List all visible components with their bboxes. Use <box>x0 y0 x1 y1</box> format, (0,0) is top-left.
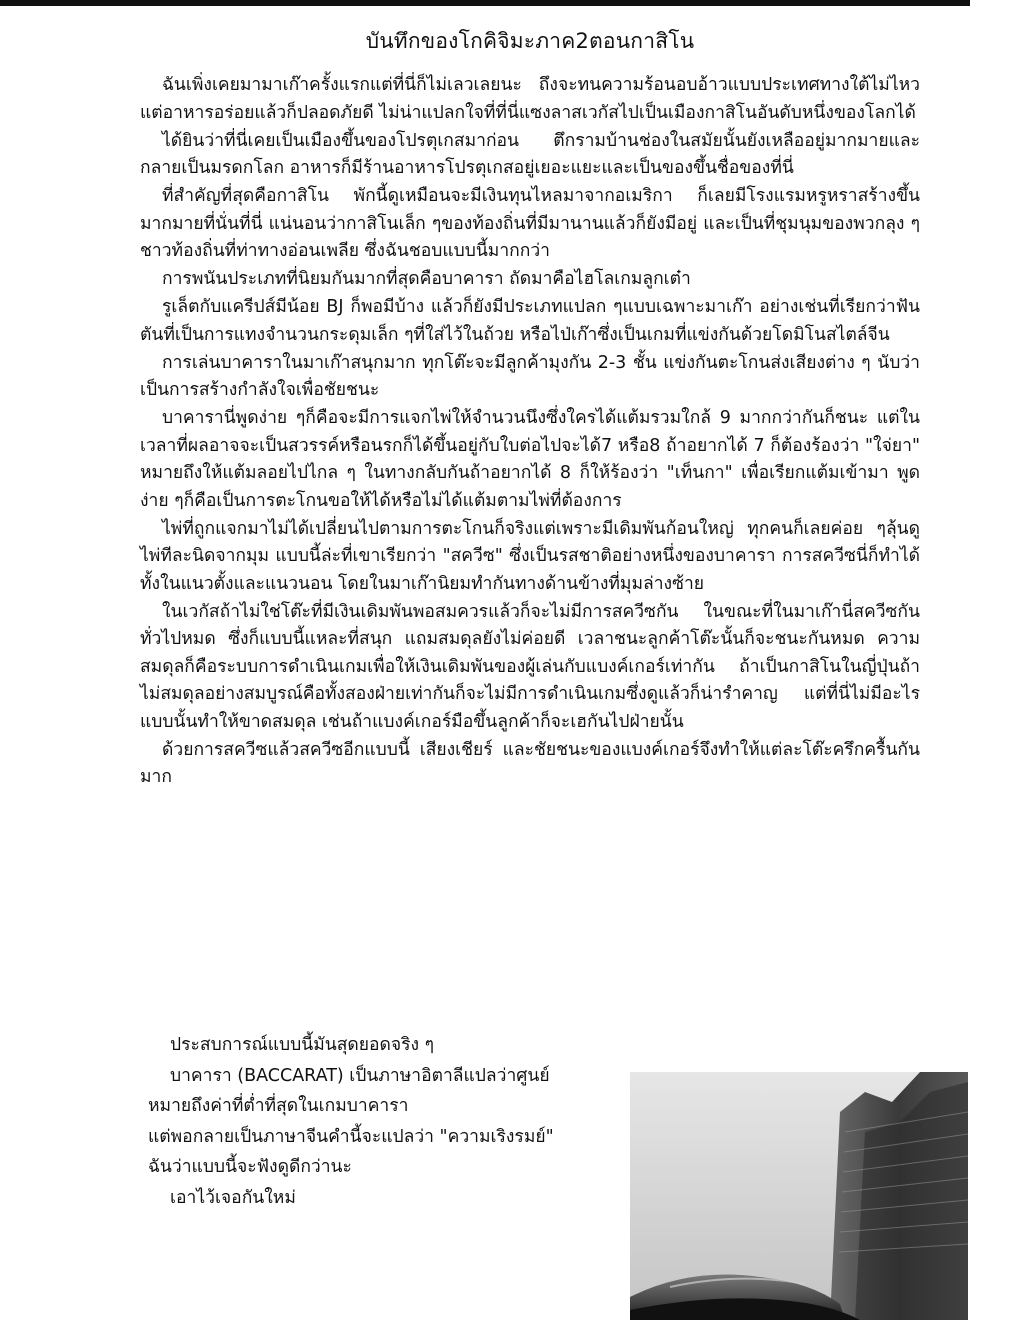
paragraph: ที่สำคัญที่สุดคือกาสิโน พักนี้ดูเหมือนจะมีเงินทุนไหลมาจากอเมริกา ก็เลยมีโรงแรมหรูหราสร้างขึ้นมากมายที่นั่นที่นี่ แน่นอนว่ากาสิโนเล็ก ๆของท้องถิ่นที่มีมานานแล้วก็ยังมีอยู่ และเป็นที่ชุมนุมของพวกลุง ๆชาวท้องถิ่นที่ท่าทางอ่อนเพลีย ซึ่งฉันชอบแบบนี้มากกว่า <box>140 186 920 261</box>
paragraph: บาคารานี่พูดง่าย ๆก็คือจะมีการแจกไพ่ให้จำนวนนึงซึ่งใครได้แต้มรวมใกล้ 9 มากกว่ากันก็ชนะ แต่ในเวลาที่ผลอาจจะเป็นสวรรค์หรือนรกก็ได้ขึ้นอยู่กับใบต่อไปจะได้7 หรือ8 ถ้าอยากได้ 7 ก็ต้องร้องว่า "ใจ่ยา" หมายถึงให้แต้มลอยไปไกล ๆ ในทางกลับกันถ้าอยากได้ 8 ก็ให้ร้องว่า "เท็นกา" เพื่อเรียกแต้มเข้ามา พูดง่าย ๆก็คือเป็นการตะโกนขอให้ได้หรือไม่ได้แต้มตามไพ่ที่ต้องการ <box>140 408 920 511</box>
page-title: บันทึกของโกคิจิมะภาค2ตอนกาสิโน <box>365 29 695 53</box>
closing-line: หมายถึงค่าที่ต่ำที่สุดในเกมบาคารา <box>148 1096 409 1116</box>
paragraph: การเล่นบาคาราในมาเก๊าสนุกมาก ทุกโต๊ะจะมีลูกค้ามุงกัน 2-3 ชั้น แข่งกันตะโกนส่งเสียงต่าง ๆ นับว่าเป็นการสร้างกำลังใจเพื่อชัยชนะ <box>140 352 920 400</box>
closing-section <box>148 1032 610 1215</box>
casino-photo-image <box>630 1072 968 1320</box>
page-margin <box>970 0 1020 1320</box>
closing-line: ฉันว่าแบบนี้จะฟังดูดีกว่านะ <box>148 1157 352 1177</box>
paragraph: การพนันประเภทที่นิยมกันมากที่สุดคือบาคารา ถัดมาคือไฮโลเกมลูกเต๋า <box>162 269 691 289</box>
closing-line: ประสบการณ์แบบนี้มันสุดยอดจริง ๆ <box>170 1035 435 1055</box>
paragraph: ด้วยการสควีซแล้วสควีซอีกแบบนี้ เสียงเชียร์ และชัยชนะของแบงค์เกอร์จึงทำให้แต่ละโต๊ะครึกครื้นกันมาก <box>140 739 920 787</box>
paragraph: รูเล็ตกับแครีปส์มีน้อย BJ ก็พอมีบ้าง แล้วก็ยังมีประเภทแปลก ๆแบบเฉพาะมาเก๊า อย่างเช่นที่เรียกว่าฟันตันที่เป็นการแทงจำนวนกระดุมเล็ก ๆที่ใส่ไว้ในถ้วย หรือไป่เก๊าซึ่งเป็นเกมที่แข่งกันด้วยโดมิโนสไตล์จีน <box>140 297 920 345</box>
article-body <box>140 72 920 792</box>
paragraph: ในเวกัสถ้าไม่ใช่โต๊ะที่มีเงินเดิมพันพอสมควรแล้วก็จะไม่มีการสควีซกัน ในขณะที่ในมาเก๊านี่สควีซกันทั่วไปหมด ซึ่งก็แบบนี้แหละที่สนุก แถมสมดุลยังไม่ค่อยดี เวลาชนะลูกค้าโต๊ะนั้นก็จะชนะกันหมด ความสมดุลก็คือระบบการดำเนินเกมเพื่อให้เงินเดิมพันของผู้เล่นกับแบงค์เกอร์เท่ากัน ถ้าเป็นกาสิโนในญี่ปุ่นถ้าไม่สมดุลอย่างสมบูรณ์คือทั้งสองฝ่ายเท่ากันก็จะไม่มีการดำเนินเกมซึ่งดูแล้วก็น่ารำคาญ แต่ที่นี่ไม่มีอะไรแบบนั้นทำให้ขาดสมดุล เช่นถ้าแบงค์เกอร์มือขึ้นลูกค้าก็จะเฮกันไปฝ่ายนั้น <box>140 601 920 732</box>
top-rule <box>0 0 970 6</box>
casino-photo <box>630 1072 968 1320</box>
closing-line: แต่พอกลายเป็นภาษาจีนคำนี้จะแปลว่า "ความเริงรมย์" <box>148 1126 554 1147</box>
paragraph: ฉันเพิ่งเคยมามาเก๊าครั้งแรกแต่ที่นี่ก็ไม่เลวเลยนะ ถึงจะทนความร้อนอบอ้าวแบบประเทศทางใต้ไม่ไหวแต่อาหารอร่อยแล้วก็ปลอดภัยดี ไม่น่าแปลกใจที่ที่นี่แซงลาสเวกัสไปเป็นเมืองกาสิโนอันดับหนึ่งของโลกได้ <box>140 75 920 123</box>
closing-line: บาคารา (BACCARAT) เป็นภาษาอิตาลีแปลว่าศูนย์ <box>170 1065 550 1086</box>
paragraph: ไพ่ที่ถูกแจกมาไม่ได้เปลี่ยนไปตามการตะโกนก็จริงแต่เพราะมีเดิมพันก้อนใหญ่ ทุกคนก็เลยค่อย ๆลุ้นดูไพ่ทีละนิดจากมุม แบบนี้ล่ะที่เขาเรียกว่า "สควีซ" ซึ่งเป็นรสชาติอย่างหนึ่งของบาคารา การสควีซนี่ก็ทำได้ทั้งในแนวตั้งและแนวนอน โดยในมาเก๊านิยมทำกันทางด้านข้างที่มุมล่างซ้าย <box>140 518 920 594</box>
paragraph: ได้ยินว่าที่นี่เคยเป็นเมืองขึ้นของโปรตุเกสมาก่อน ตึกรามบ้านช่องในสมัยนั้นยังเหลืออยู่มากมายและกลายเป็นมรดกโลก อาหารก็มีร้านอาหารโปรตุเกสอยู่เยอะแยะและเป็นของขึ้นชื่อของที่นี่ <box>140 130 920 178</box>
closing-line: เอาไว้เจอกันใหม่ <box>170 1187 296 1208</box>
